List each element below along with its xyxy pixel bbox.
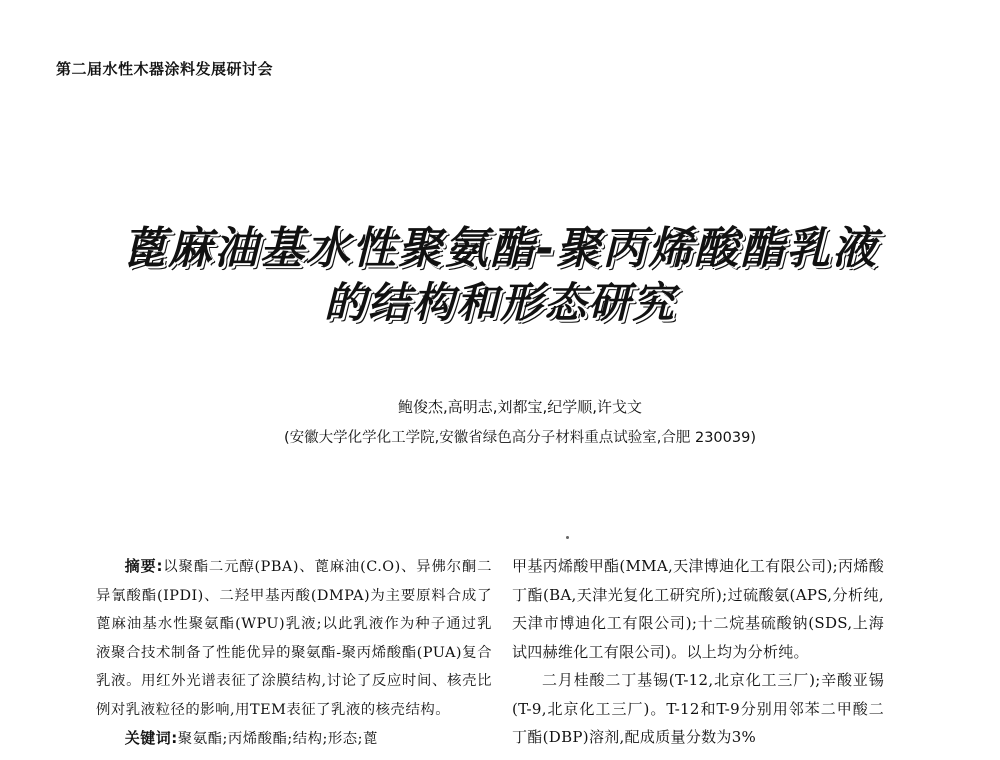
paper-title-line2: 的结构和形态研究 [323,278,676,327]
abstract-text: 以聚酯二元醇(PBA)、蓖麻油(C.O)、异佛尔酮二异氰酸酯(IPDI)、二羟甲基丙酸(DMPA)为主要原料合成了蓖麻油基水性聚氨酯(WPU)乳液;以此乳液作为种子通过乳液聚合技术制备了性能优异的聚氨酯-聚丙烯酸酯(PUA)复合乳液。用红外光谱表征了涂膜结构,讨论了反应时间、核壳比例对乳液粒径的影响,用TEM表征了乳液的核壳结构。 [96,559,493,718]
keywords-label: 关键词: [124,729,178,747]
affiliation: (安徽大学化学化工学院,安徽省绿色高分子材料重点试验室,合肥 230039) [284,430,756,446]
paper-title-line1: 蓖麻油基水性聚氨酯-聚丙烯酸酯乳液 [121,223,879,274]
abstract-paragraph [96,552,492,724]
right-column [512,552,884,752]
keywords-text: 聚氨酯;丙烯酸酯;结构;形态;蓖 [177,731,378,747]
author-list: 鲍俊杰,高明志,刘都宝,纪学顺,许戈文 [397,398,643,416]
abstract-label: 摘要: [124,557,163,575]
materials-paragraph-2: 二月桂酸二丁基锡(T-12,北京化工三厂);辛酸亚锡(T-9,北京化工三厂)。T-12和T-9分别用邻苯二甲酸二丁酯(DBP)溶剂,配成质量分数为3% [512,671,884,746]
materials-paragraph-1: 甲基丙烯酸甲酯(MMA,天津博迪化工有限公司);丙烯酸丁酯(BA,天津光复化工研究所);过硫酸氨(APS,分析纯,天津市博迪化工有限公司);十二烷基硫酸钠(SDS,上海试四赫维化工有限公司)。以上均为分析纯。 [512,557,884,661]
separator-dot [566,536,569,539]
keywords-paragraph [96,724,492,754]
conference-header: 第二届水性木器涂料发展研讨会 [56,60,274,78]
left-column [96,552,492,754]
